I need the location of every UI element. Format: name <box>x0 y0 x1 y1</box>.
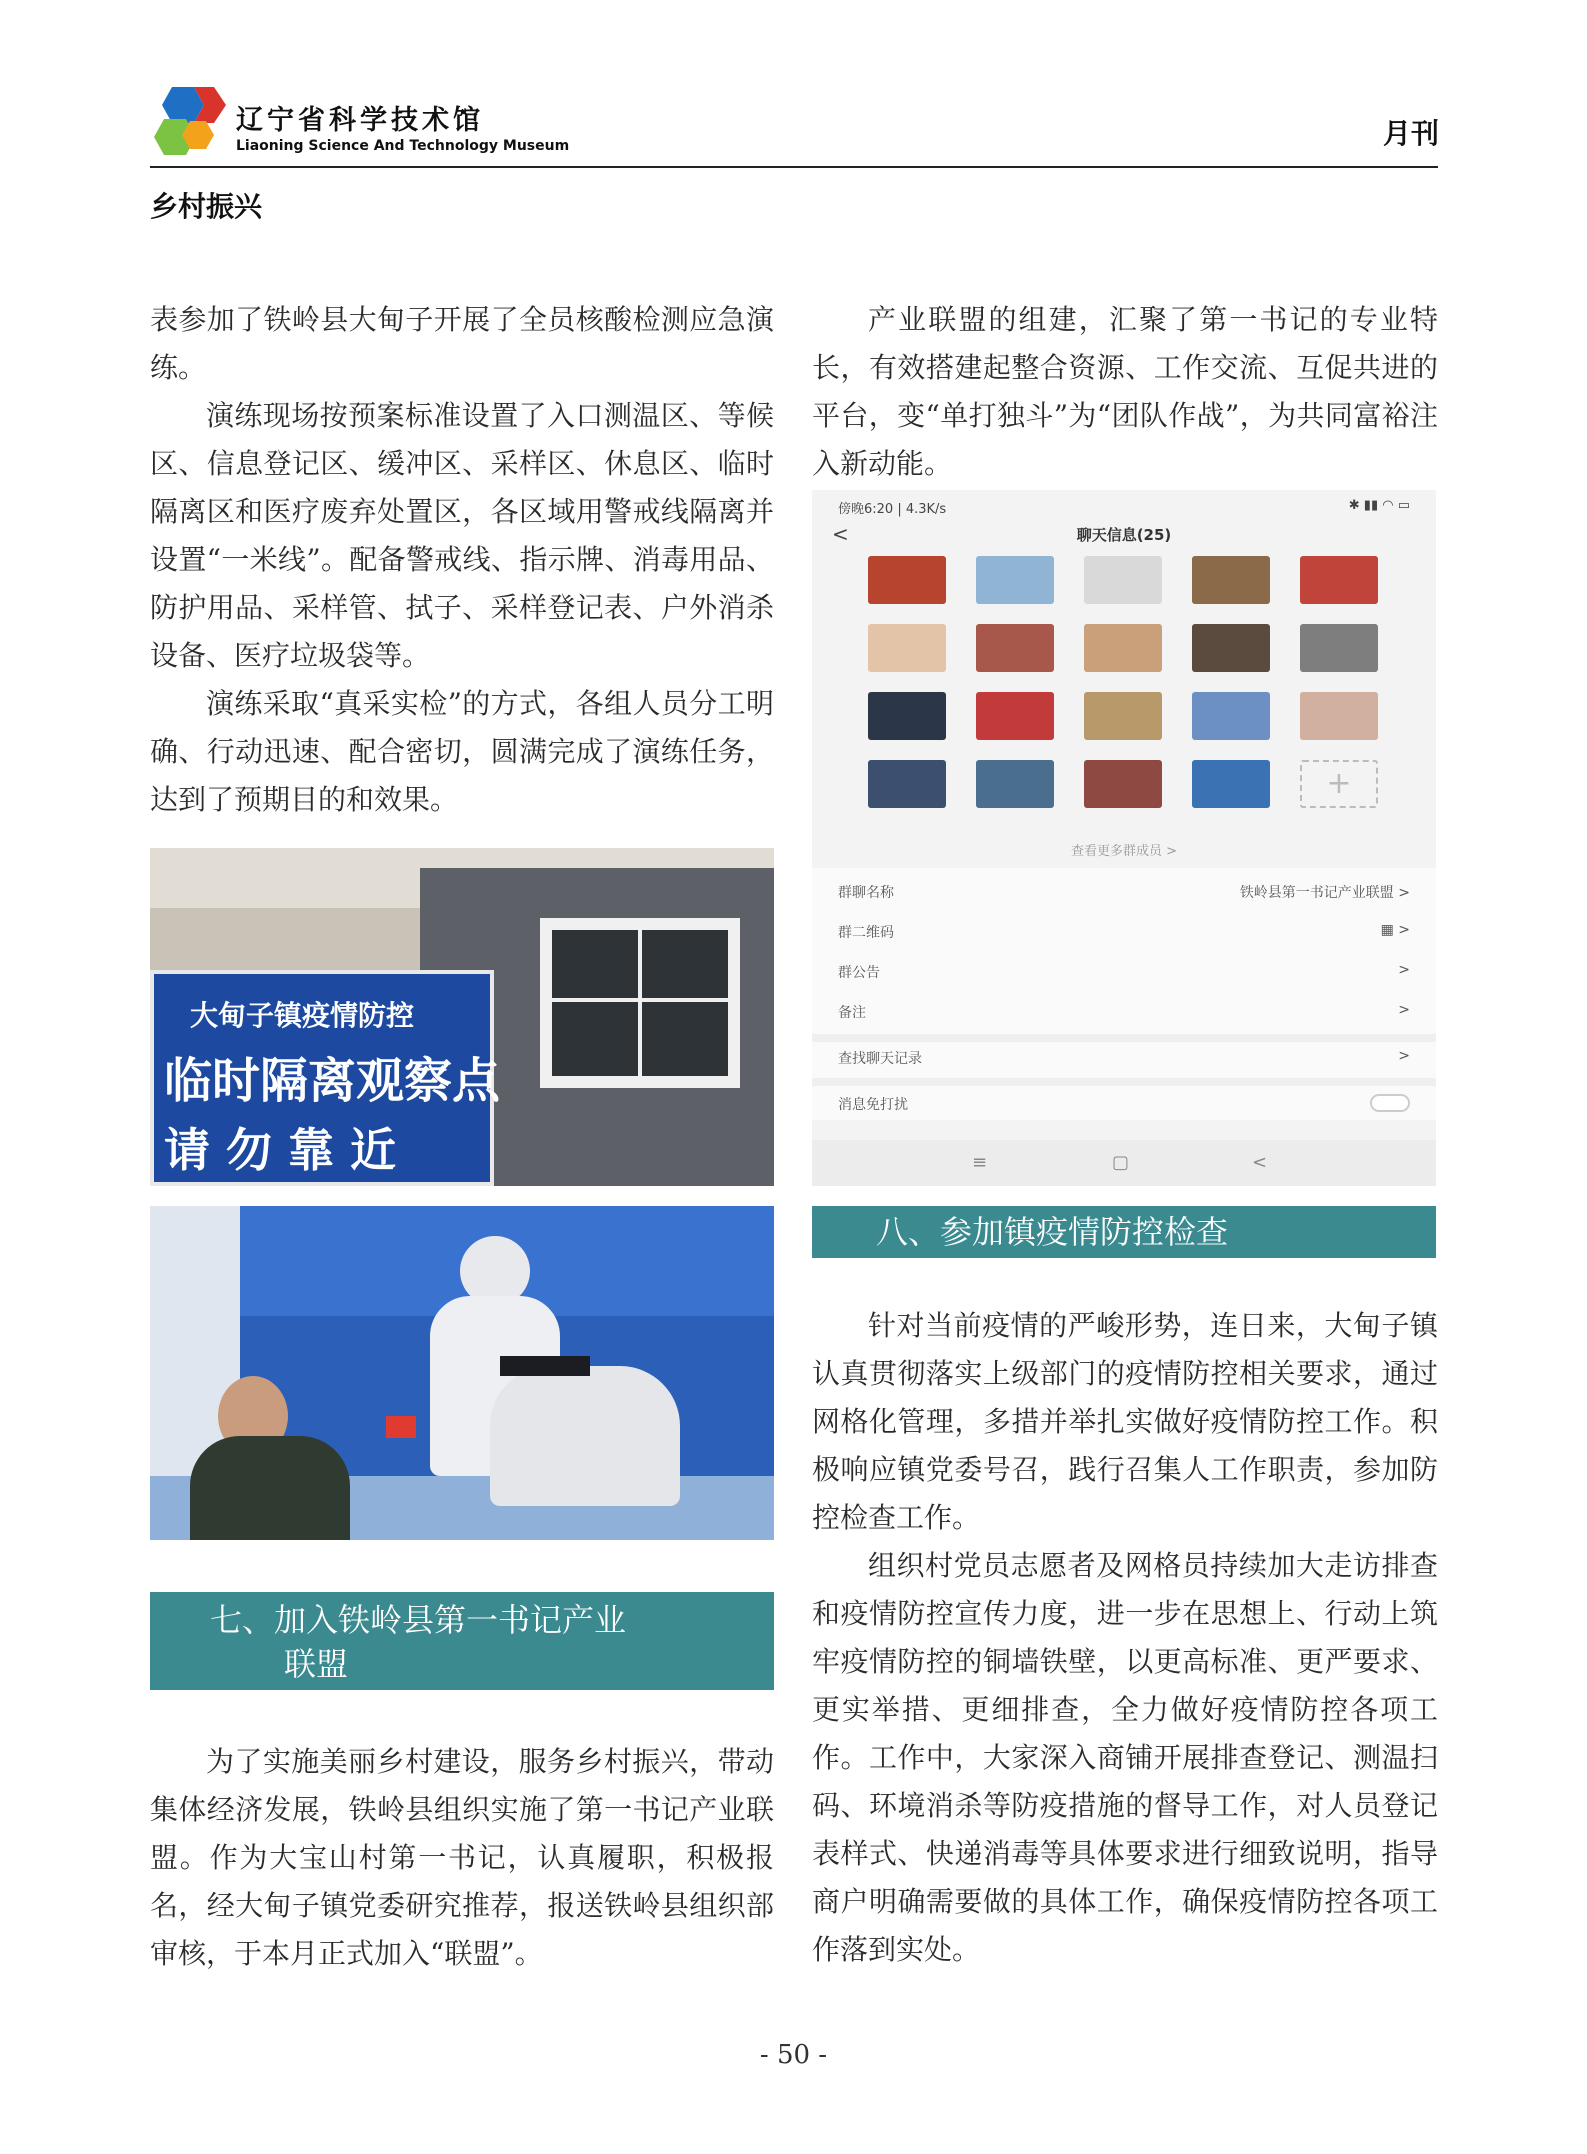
header-rule <box>150 166 1438 168</box>
left-column-top <box>150 296 774 824</box>
member-avatar[interactable] <box>976 624 1054 672</box>
sign-line-3: 请 勿 靠 近 <box>164 1123 397 1177</box>
settings-list: 群聊名称 铁岭县第一书记产业联盟 > 群二维码 ▦ > 群公告 > 备注 > 查找聊天记录 > 消息免打扰 <box>812 868 1436 1120</box>
status-bar: 傍晚6:20 | 4.3K/s <box>838 502 947 517</box>
museum-logo-icon <box>150 85 230 157</box>
org-name-cn: 辽宁省科学技术馆 <box>236 105 484 136</box>
photo-nucleic-acid-test <box>150 1206 774 1540</box>
member-avatar[interactable] <box>1084 624 1162 672</box>
paragraph: 针对当前疫情的严峻形势，连日来，大甸子镇认真贯彻落实上级部门的疫情防控相关要求，通过网格化管理，多措并举扎实做好疫情防控工作。积极响应镇党委号召，践行召集人工作职责，参加防控检查工作。 <box>812 1309 1438 1534</box>
paragraph: 演练采取“真采实检”的方式，各组人员分工明确、行动迅速、配合密切，圆满完成了演练任务，达到了预期目的和效果。 <box>150 687 774 816</box>
member-avatar[interactable] <box>868 624 946 672</box>
page-number: - 50 - <box>759 2040 828 2070</box>
menu-icon[interactable]: ≡ <box>972 1152 988 1173</box>
mute-toggle[interactable] <box>1370 1094 1410 1112</box>
status-icons: ✱ ▮▮ ◠ ▭ <box>1348 498 1410 513</box>
member-avatar[interactable] <box>976 760 1054 808</box>
paragraph: 组织村党员志愿者及网格员持续加大走访排查和疫情防控宣传力度，进一步在思想上、行动上筑牢疫情防控的铜墙铁壁，以更高标准、更严要求、更实举措、更细排查，全力做好疫情防控各项工作。工作中，大家深入商铺开展排查登记、测温扫码、环境消杀等防疫措施的督导工作，对人员登记表样式、快递消毒等具体要求进行细致说明，指导商户明确需要做的具体工作，确保疫情防控各项工作落到实处。 <box>812 1549 1438 1966</box>
org-name-en: Liaoning Science And Technology Museum <box>236 138 570 154</box>
back-nav-icon[interactable]: < <box>1252 1152 1268 1173</box>
chat-title: 聊天信息(25) <box>1076 526 1172 544</box>
quarantine-sign <box>150 970 501 1186</box>
left-column-bottom <box>150 1738 774 1978</box>
member-avatar[interactable] <box>1192 556 1270 604</box>
heading-section-8: 八、参加镇疫情防控检查 <box>812 1206 1436 1258</box>
phone-screenshot <box>812 490 1436 1186</box>
publication-label: 月刊 <box>1382 117 1439 150</box>
member-grid <box>812 556 1436 856</box>
paragraph: 表参加了铁岭县大甸子开展了全员核酸检测应急演练。 <box>150 303 774 384</box>
member-avatar[interactable] <box>868 692 946 740</box>
add-member-icon[interactable]: + <box>1300 760 1378 808</box>
heading-7-line-2: 联盟 <box>284 1645 349 1683</box>
member-avatar[interactable] <box>1300 624 1378 672</box>
member-avatar[interactable] <box>868 556 946 604</box>
sign-line-2: 临时隔离观察点 <box>164 1053 501 1109</box>
member-avatar[interactable] <box>976 692 1054 740</box>
member-avatar[interactable] <box>1300 692 1378 740</box>
home-icon[interactable]: ▢ <box>1112 1152 1130 1173</box>
back-icon[interactable]: < <box>832 522 849 546</box>
member-avatar[interactable] <box>1192 760 1270 808</box>
paragraph: 演练现场按预案标准设置了入口测温区、等候区、信息登记区、缓冲区、采样区、休息区、临时隔离区和医疗废弃处置区，各区域用警戒线隔离并设置“一米线”。配备警戒线、指示牌、消毒用品、防护用品、采样管、拭子、采样登记表、户外消杀设备、医疗垃圾袋等。 <box>150 399 774 672</box>
heading-7-line-1: 七、加入铁岭县第一书记产业 <box>210 1601 627 1639</box>
member-avatar[interactable] <box>1192 624 1270 672</box>
photo-quarantine-sign <box>150 848 774 1186</box>
member-avatar[interactable] <box>1300 556 1378 604</box>
right-column-bottom <box>812 1302 1438 1974</box>
member-avatar[interactable] <box>1084 556 1162 604</box>
paragraph: 为了实施美丽乡村建设，服务乡村振兴，带动集体经济发展，铁岭县组织实施了第一书记产业联盟。作为大宝山村第一书记，认真履职，积极报名，经大甸子镇党委研究推荐，报送铁岭县组织部审核，于本月正式加入“联盟”。 <box>150 1745 774 1970</box>
member-avatar[interactable] <box>976 556 1054 604</box>
nav-bar <box>812 1140 1436 1186</box>
right-column-top <box>812 296 1438 488</box>
member-avatar[interactable] <box>1084 760 1162 808</box>
member-avatar[interactable] <box>1192 692 1270 740</box>
member-avatar[interactable] <box>1084 692 1162 740</box>
paragraph: 产业联盟的组建，汇聚了第一书记的专业特长，有效搭建起整合资源、工作交流、互促共进的平台，变“单打独斗”为“团队作战”，为共同富裕注入新动能。 <box>812 303 1438 480</box>
more-members-link[interactable]: 查看更多群成员 > <box>1070 844 1178 859</box>
section-title: 乡村振兴 <box>150 190 263 223</box>
member-avatar[interactable] <box>868 760 946 808</box>
sign-line-1: 大甸子镇疫情防控 <box>190 999 415 1032</box>
heading-section-7 <box>150 1592 774 1690</box>
